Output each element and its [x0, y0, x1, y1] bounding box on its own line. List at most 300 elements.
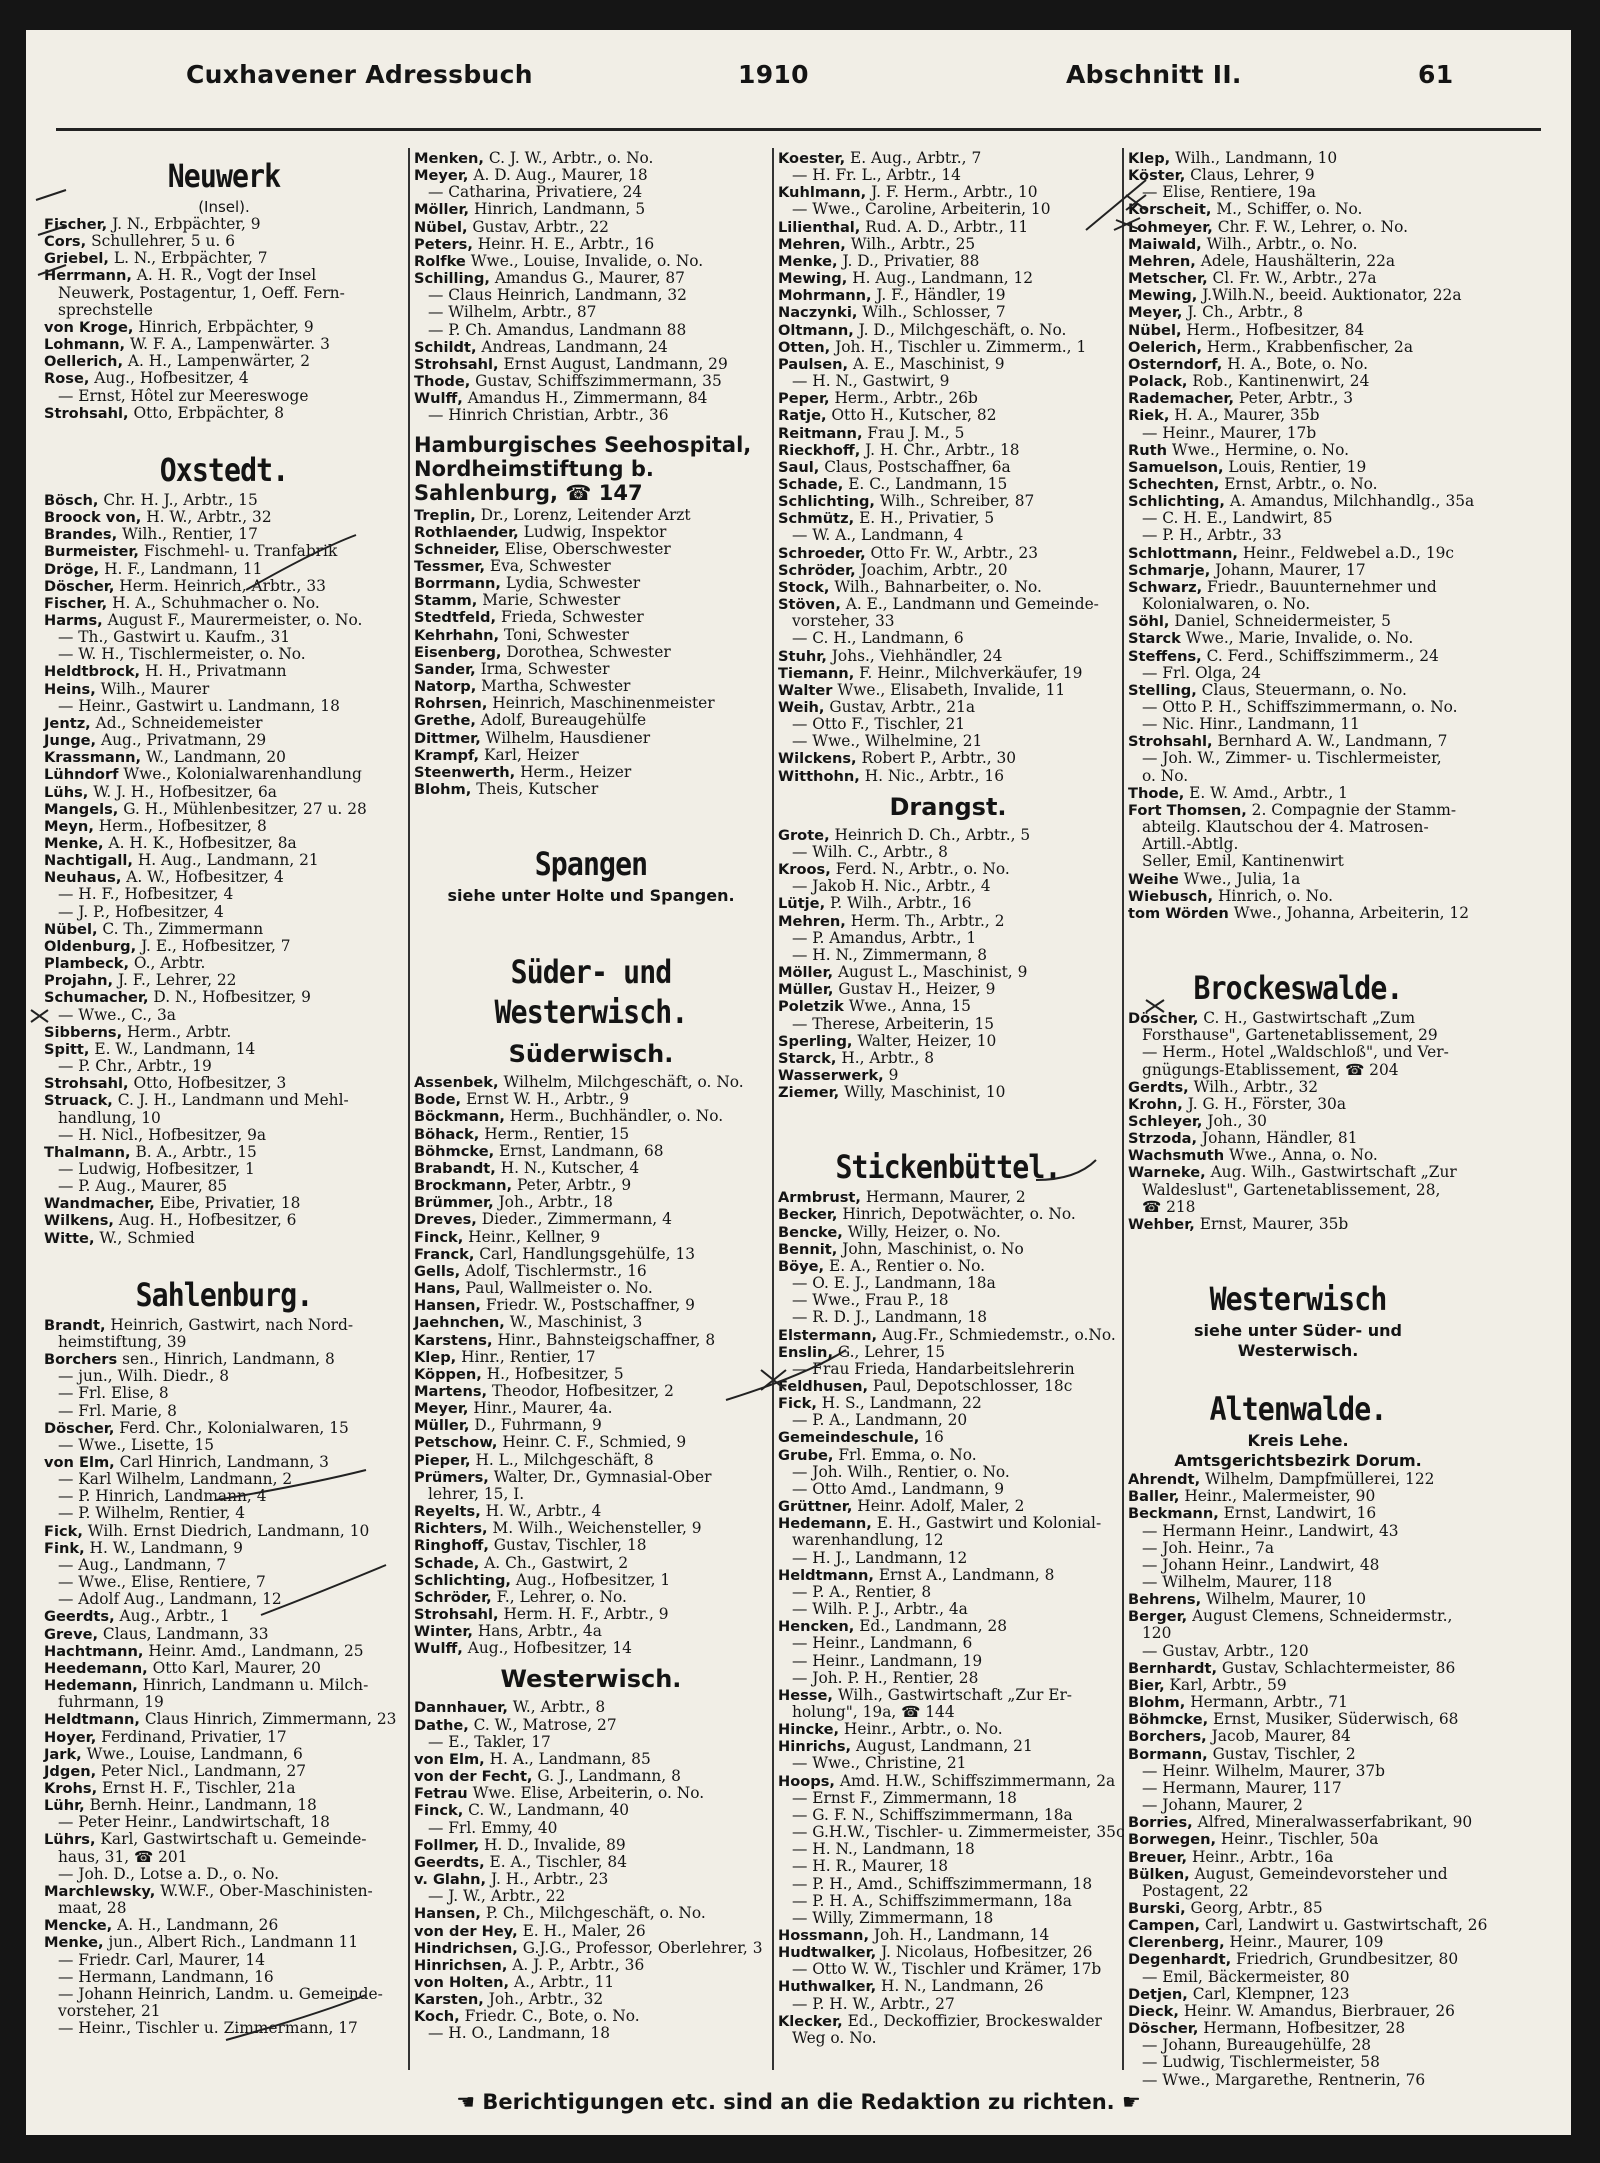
entry-name: Winter, [414, 1623, 473, 1641]
entry-details: Wilh., Gastwirtschaft „Zur Er- [832, 1685, 1073, 1704]
entry-details: Frl. Emma, o. No. [833, 1445, 977, 1464]
entry-details: H. A., Schuhmacher o. No. [107, 593, 320, 612]
entry-name: Nachtigall, [44, 852, 133, 870]
entry-details: A. D. Aug., Maurer, 18 [468, 166, 648, 185]
entry-continuation: — Wwe., Wilhelmine, 21 [792, 732, 983, 751]
entry-details: Hinr., Maurer, 4a. [468, 1399, 613, 1418]
entry-name: Prümers, [414, 1468, 489, 1486]
entry-details: D. N., Hofbesitzer, 9 [148, 988, 311, 1007]
entry-continuation: — P. H., Arbtr., 33 [1142, 526, 1282, 545]
entry-name: Cors, [44, 233, 87, 251]
entry-name: Natorp, [414, 678, 477, 696]
entry-details: 16 [919, 1428, 944, 1447]
entry-name: Brandt, [44, 1316, 106, 1334]
entry-name: Oelerich, [1128, 338, 1202, 356]
entry-details: A. Ch., Gastwirt, 2 [479, 1553, 629, 1572]
entry-details: Carl, Handlungsgehülfe, 13 [474, 1244, 696, 1263]
entry-name: Marchlewsky, [44, 1882, 156, 1900]
entry-name: Böye, [778, 1257, 825, 1275]
entry-name: Schröder, [414, 1588, 492, 1606]
entry-name: Maiwald, [1128, 235, 1202, 253]
entry-name: Mehren, [1128, 252, 1196, 270]
entry-details: Heinr. W. Amandus, Bierbrauer, 26 [1178, 2001, 1455, 2020]
entry-continuation: — Otto P. H., Schiffszimmermann, o. No. [1142, 698, 1458, 716]
entry-details: August, Gemeindevorsteher und [1189, 1864, 1448, 1883]
entry-name: von Holten, [414, 1973, 510, 1991]
entry-continuation: — G. F. N., Schiffszimmermann, 18a [792, 1805, 1073, 1824]
section-heading: Süder- und Westerwisch. [494, 953, 688, 1032]
entry-name: Gerdts, [1128, 1078, 1189, 1096]
entry-details: G. H., Mühlenbesitzer, 27 u. 28 [118, 799, 367, 818]
entry-details: J. D., Privatier, 88 [837, 251, 980, 270]
entry-name: Fischer, [44, 594, 108, 612]
entry-name: Mewing, [1128, 287, 1198, 305]
entry-name: Klep, [1128, 150, 1171, 167]
entry-name: Hudtwalker, [778, 1944, 877, 1962]
entry-name: Nübel, [414, 218, 468, 236]
entry-details: P. Ch., Milchgeschäft, o. No. [480, 1904, 706, 1923]
entry-details: G. J., Landmann, 8 [532, 1767, 681, 1786]
entry-continuation: — Joh. P. H., Rentier, 28 [792, 1668, 979, 1687]
entry-name: Harms, [44, 611, 103, 629]
entry-details: Joh. H., Landmann, 14 [869, 1926, 1050, 1944]
entry-details: E. H., Maler, 26 [517, 1921, 646, 1940]
entry-continuation: handlung, 10 [58, 1108, 161, 1127]
footer-note: Berichtigungen etc. sind an die Redaktion zu richten. [482, 2090, 1115, 2114]
entry-details: Andreas, Landmann, 24 [476, 337, 668, 356]
entry-details: H. Aug., Landmann, 21 [132, 851, 319, 870]
entry-details: J.Wilh.N., beeid. Auktionator, 22a [1197, 286, 1462, 305]
entry-name: Schlichting, [1128, 493, 1225, 511]
entry-name: Berger, [1128, 1608, 1188, 1626]
entry-name: Hindrichsen, [414, 1939, 518, 1957]
entry-name: Hachtmann, [44, 1642, 144, 1660]
entry-continuation: Weg o. No. [792, 2028, 877, 2047]
entry-details: Heinr., Kellner, 9 [463, 1227, 601, 1246]
section-heading: Brockeswalde. [1193, 969, 1403, 1008]
entry-details: E. H., Privatier, 5 [854, 509, 995, 528]
entry-name: Neuhaus, [44, 869, 122, 887]
entry-details: Aug., Arbtr., 1 [114, 1607, 230, 1626]
entry-continuation: — Adolf Aug., Landmann, 12 [58, 1590, 282, 1609]
entry-details: Schullehrer, 5 u. 6 [86, 232, 236, 251]
entry-name: Reitmann, [778, 424, 863, 442]
entry-name: Hansen, [414, 1297, 481, 1315]
entry-details: W., Schmied [94, 1228, 195, 1247]
entry-name: Thode, [414, 373, 471, 391]
entry-details: Ernst, Arbtr., o. No. [1219, 474, 1378, 493]
entry-details: Theodor, Hofbesitzer, 2 [487, 1381, 674, 1400]
entry-details: Wwe., Anna, 15 [843, 997, 971, 1016]
entry-details: Rob., Kantinenwirt, 24 [1187, 372, 1370, 391]
entry-details: H. A., Maurer, 35b [1169, 406, 1320, 425]
entry-details: August L., Maschinist, 9 [833, 963, 1028, 982]
entry-details: J. G. H., Förster, 30a [1182, 1094, 1346, 1113]
entry-details: C. Th., Zimmermann [97, 919, 264, 938]
entry-continuation: — Aug., Landmann, 7 [58, 1555, 227, 1574]
entry-continuation: — Wwe., Elise, Rentiere, 7 [58, 1573, 266, 1592]
entry-details: Wwe., Kolonialwarenhandlung [118, 765, 362, 784]
entry-name: Stock, [778, 578, 830, 596]
entry-name: Fink, [44, 1539, 85, 1557]
entry-name: Metscher, [1128, 270, 1208, 288]
entry-details: H. Nic., Arbtr., 16 [859, 766, 1005, 785]
entry-continuation: — Hermann, Maurer, 117 [1142, 1778, 1342, 1797]
entry-continuation: — Elise, Rentiere, 19a [1142, 183, 1316, 202]
entry-details: Frau J. M., 5 [862, 423, 965, 442]
entry-details: Daniel, Schneidermeister, 5 [1169, 612, 1391, 631]
entry-name: Wulff, [414, 1640, 463, 1658]
entry-details: Eva, Schwester [485, 556, 611, 575]
entry-details: Wilhelm, Milchgeschäft, o. No. [498, 1073, 744, 1092]
entry-name: Geerdts, [44, 1608, 115, 1626]
entry-continuation: — Wilh. P. J., Arbtr., 4a [792, 1600, 968, 1619]
entry-name: Klep, [414, 1348, 457, 1366]
section-heading: Sahlenburg. [135, 1275, 313, 1314]
year: 1910 [738, 60, 809, 89]
entry-details: Herm. Th., Arbtr., 2 [845, 911, 1005, 930]
entry-continuation: haus, 31, ☎ 201 [58, 1847, 188, 1866]
entry-details: H. N., Kutscher, 4 [495, 1158, 640, 1177]
entry-name: Hoops, [778, 1772, 835, 1790]
entry-name: Bencke, [778, 1223, 843, 1241]
entry-details: Karl, Heizer [479, 745, 579, 764]
entry-name: Schmarje, [1128, 561, 1211, 579]
entry-continuation: — Joh. Wilh., Rentier, o. No. [792, 1462, 1010, 1481]
entry-continuation: — Ernst F., Zimmermann, 18 [792, 1788, 1017, 1807]
entry-name: Beckmann, [1128, 1505, 1219, 1523]
entry-details: Peter, Arbtr., 3 [1234, 389, 1354, 408]
entry-continuation: o. No. [1142, 766, 1189, 785]
entry-details: Herm. H. F., Arbtr., 9 [498, 1605, 669, 1623]
entry-name: Richters, [414, 1520, 488, 1538]
entry-name: Schröder, [778, 561, 856, 579]
subsection-heading: Drangst. [889, 792, 1007, 821]
entry-details: Hinr., Bahnsteigschaffner, 8 [492, 1330, 716, 1349]
entry-details: A. E., Landmann und Gemeinde- [840, 595, 1099, 614]
entry-name: Strohsahl, [414, 1606, 499, 1623]
entry-details: Adolf, Bureaugehülfe [475, 711, 647, 730]
entry-details: M. Wilh., Weichensteller, 9 [487, 1519, 702, 1538]
entry-name: Degenhardt, [1128, 1951, 1232, 1969]
entry-name: Breuer, [1128, 1848, 1188, 1866]
entry-details: Wwe., Marie, Invalide, o. No. [1180, 629, 1414, 648]
entry-name: Ratje, [778, 407, 827, 425]
entry-continuation: — Willy, Zimmermann, 18 [792, 1908, 994, 1927]
entry-details: Wwe., Julia, 1a [1178, 869, 1301, 888]
entry-name: Starck, [778, 1049, 837, 1067]
entry-name: Müller, [778, 981, 834, 999]
entry-name: Burski, [1128, 1899, 1186, 1917]
entry-details: Amd. H.W., Schiffszimmermann, 2a [834, 1771, 1116, 1790]
entry-continuation: — Hinrich Christian, Arbtr., 36 [428, 406, 669, 425]
entry-name: Osterndorf, [1128, 355, 1223, 373]
entry-name: Fort Thomsen, [1128, 801, 1247, 819]
entry-name: Brümmer, [414, 1194, 494, 1212]
entry-name: Assenbek, [414, 1074, 499, 1092]
entry-name: Mewing, [778, 270, 848, 288]
entry-name: Tiemann, [778, 664, 855, 682]
entry-details: August, Landmann, 21 [851, 1737, 1033, 1756]
entry-details: G., Lehrer, 15 [832, 1342, 946, 1361]
entry-details: Gustav, Arbtr., 22 [467, 217, 609, 236]
entry-details: Theis, Kutscher [471, 780, 599, 798]
entry-name: Dathe, [414, 1716, 469, 1734]
entry-details: H., Hofbesitzer, 5 [481, 1364, 624, 1383]
entry-continuation: lehrer, 15, I. [428, 1484, 525, 1503]
entry-continuation: — Frl. Olga, 24 [1142, 663, 1261, 682]
entry-name: Sperling, [778, 1032, 853, 1050]
entry-details: Johann, Maurer, 17 [1210, 560, 1366, 579]
entry-name: Naczynki, [778, 304, 858, 322]
entry-name: tom Wörden [1128, 904, 1229, 922]
entry-continuation: — Heinr. Wilhelm, Maurer, 37b [1142, 1761, 1386, 1780]
entry-details: W., Maschinist, 3 [504, 1313, 643, 1332]
entry-continuation: — Wilhelm, Arbtr., 87 [428, 303, 597, 322]
entry-name: Blohm, [414, 781, 472, 798]
entry-details: Claus, Steuermann, o. No. [1196, 680, 1407, 699]
entry-details: M., Schiffer, o. No. [1211, 200, 1363, 219]
entry-continuation: — Otto Amd., Landmann, 9 [792, 1479, 1004, 1498]
entry-continuation: — Otto W. W., Tischler und Krämer, 17b [792, 1960, 1102, 1979]
entry-name: Lührs, [44, 1831, 96, 1849]
entry-details: Elise, Oberschwester [499, 539, 671, 558]
entry-details: Ed., Deckoffizier, Brockeswalder [842, 2011, 1102, 2030]
entry-details: Walter, Heizer, 10 [852, 1031, 997, 1050]
entry-name: Ahrendt, [1128, 1471, 1201, 1489]
entry-name: Bernhardt, [1128, 1659, 1218, 1677]
entry-details: August F., Maurermeister, o. No. [102, 610, 363, 629]
entry-details: 9 [883, 1065, 899, 1084]
entry-details: Ernst, Maurer, 35b [1194, 1214, 1349, 1233]
entry-details: F. Heinr., Milchverkäufer, 19 [854, 663, 1083, 682]
entry-name: Wilckens, [778, 750, 857, 768]
entry-name: Heldtmann, [44, 1711, 140, 1729]
entry-name: Oltmann, [778, 321, 854, 339]
entry-details: A. Amandus, Milchhandlg., 35a [1224, 492, 1475, 511]
section-subtitle: (Insel). [198, 198, 250, 216]
entry-name: Strohsahl, [414, 355, 499, 373]
entry-details: Aug. H., Hofbesitzer, 6 [113, 1211, 297, 1230]
entry-name: Kehrhahn, [414, 626, 500, 644]
entry-details: A. J. P., Arbtr., 36 [507, 1955, 645, 1974]
entry-continuation: Kolonialwaren, o. No. [1142, 595, 1311, 614]
entry-name: Fick, [778, 1395, 817, 1413]
entry-name: Heldtmann, [778, 1566, 874, 1584]
entry-details: Dieder., Zimmermann, 4 [476, 1210, 672, 1229]
entry-name: Lühs, [44, 783, 89, 801]
entry-name: Thalmann, [44, 1143, 131, 1161]
entry-name: Bülken, [1128, 1865, 1190, 1883]
entry-details: Herm., Arbtr., 26b [829, 389, 978, 408]
entry-details: Ferdinand, Privatier, 17 [96, 1727, 287, 1746]
entry-name: Stelling, [1128, 681, 1197, 699]
entry-details: H. N., Landmann, 26 [876, 1977, 1044, 1996]
entry-name: Enslin, [778, 1343, 833, 1361]
entry-details: Gustav, Schlachtermeister, 86 [1217, 1658, 1456, 1677]
entry-details: Eibe, Privatier, 18 [154, 1194, 301, 1213]
entry-details: E. A., Tischler, 84 [484, 1852, 628, 1871]
entry-continuation: — P. Wilhelm, Rentier, 4 [58, 1504, 246, 1523]
entry-name: Junge, [44, 732, 97, 750]
entry-details: Heinr., Feldwebel a.D., 19c [1237, 543, 1455, 562]
entry-details: Dr., Lorenz, Leitender Arzt [475, 505, 691, 524]
entry-name: Steenwerth, [414, 763, 516, 781]
entry-details: Gustav H., Heizer, 9 [833, 980, 996, 999]
entry-name: Böhmcke, [1128, 1711, 1209, 1729]
entry-name: Weihe [1128, 870, 1179, 888]
entry-details: P. Wilh., Arbtr., 16 [825, 894, 972, 913]
entry-name: Starck [1128, 630, 1181, 648]
entry-continuation: — jun., Wilh. Diedr., 8 [58, 1367, 230, 1386]
entry-continuation: — P. Hinrich, Landmann, 4 [58, 1487, 267, 1506]
section-heading: Neuwerk [167, 157, 281, 195]
entry-details: Heinr., Tischler, 50a [1216, 1830, 1379, 1849]
entry-name: Otten, [778, 338, 831, 356]
entry-continuation: Neuwerk, Postagentur, 1, Oeff. Fern- [58, 283, 345, 302]
entry-details: Toni, Schwester [499, 625, 629, 644]
entry-name: Elstermann, [778, 1326, 878, 1344]
entry-details: Johs., Viehhändler, 24 [826, 646, 1003, 665]
entry-details: Martha, Schwester [476, 677, 631, 696]
entry-name: Schneider, [414, 540, 500, 558]
entry-name: Jark, [44, 1745, 82, 1763]
entry-name: Schroeder, [778, 544, 866, 562]
entry-details: Hermann, Arbtr., 71 [1185, 1693, 1348, 1712]
entry-name: Wiebusch, [1128, 887, 1214, 905]
entry-details: Wwe., Hermine, o. No. [1167, 440, 1350, 459]
entry-name: Wulff, [414, 390, 463, 408]
section-heading: Westerwisch [1209, 1280, 1387, 1319]
entry-details: J. H., Arbtr., 23 [486, 1870, 609, 1889]
entry-continuation: heimstiftung, 39 [58, 1332, 187, 1351]
entry-name: Grethe, [414, 712, 476, 730]
entry-name: Lühr, [44, 1797, 85, 1815]
entry-details: J. E., Hofbesitzer, 7 [136, 936, 291, 955]
entry-details: H. W., Landmann, 9 [84, 1538, 243, 1557]
entry-continuation: — W. H., Tischlermeister, o. No. [58, 645, 306, 664]
section-note: Westerwisch. [1237, 1341, 1359, 1361]
entry-continuation: — Gustav, Arbtr., 120 [1142, 1641, 1309, 1660]
entry-name: Wachsmuth [1128, 1147, 1225, 1165]
entry-details: J. D., Milchgeschäft, o. No. [853, 320, 1067, 339]
entry-continuation: — G.H.W., Tischler- u. Zimmermeister, 35c [792, 1823, 1125, 1842]
institution-heading: Hamburgisches Seehospital, Nordheimstiftung b. Sahlenburg, ☎ 147 [414, 432, 752, 505]
entry-details: Wilh., Arbtr., 32 [1188, 1077, 1319, 1096]
entry-name: Fetrau [414, 1785, 468, 1803]
entry-details: Heinr., Malermeister, 90 [1179, 1487, 1376, 1506]
entry-name: Wandmacher, [44, 1195, 155, 1213]
entry-details: Bernhard A. W., Landmann, 7 [1212, 732, 1448, 751]
entry-details: Herm., Rentier, 15 [479, 1124, 630, 1143]
section-note: siehe unter Holte und Spangen. [447, 886, 735, 906]
entry-details: Ferd. Chr., Kolonialwaren, 15 [114, 1418, 349, 1437]
entry-name: Bode, [414, 1091, 462, 1109]
entry-details: Carl, Klempner, 123 [1187, 1984, 1350, 2003]
entry-details: Ludwig, Inspektor [518, 522, 667, 541]
entry-name: Polack, [1128, 373, 1188, 391]
entry-continuation: abteilg. Klautschou der 4. Matrosen- [1142, 818, 1429, 837]
entry-name: Koester, [778, 150, 846, 167]
entry-name: Gemeindeschule, [778, 1429, 920, 1447]
entry-continuation: Forsthause", Gartenetablissement, 29 [1142, 1026, 1438, 1045]
entry-details: Ernst H. F., Tischler, 21a [97, 1778, 296, 1797]
entry-details: Amandus H., Zimmermann, 84 [462, 389, 708, 408]
entry-continuation: — H. O., Landmann, 18 [428, 2024, 611, 2043]
entry-details: Paul, Wallmeister o. No. [460, 1279, 653, 1298]
entry-continuation: — H. N., Gastwirt, 9 [792, 372, 950, 391]
entry-name: Martens, [414, 1382, 488, 1400]
entry-name: Wasserwerk, [778, 1066, 884, 1084]
entry-details: Heinr., Arbtr., 16a [1187, 1847, 1334, 1866]
entry-details: Karl, Gastwirtschaft u. Gemeinde- [95, 1830, 367, 1849]
entry-continuation: — P. A., Landmann, 20 [792, 1411, 968, 1430]
entry-continuation: — J. W., Arbtr., 22 [428, 1887, 566, 1906]
entry-name: Hansen, [414, 1905, 481, 1923]
entry-name: Rothlaender, [414, 523, 519, 541]
entry-name: Hans, [414, 1280, 461, 1298]
page-number: 61 [1418, 60, 1454, 89]
entry-details: H. Aug., Landmann, 12 [847, 269, 1034, 288]
entry-name: Stuhr, [778, 647, 827, 665]
entry-name: Strohsahl, [44, 1075, 129, 1093]
entry-name: Menke, [778, 252, 838, 270]
entry-details: E. Aug., Arbtr., 7 [845, 149, 982, 167]
entry-name: Kroos, [778, 861, 831, 879]
entry-continuation: — Joh. D., Lotse a. D., o. No. [58, 1864, 280, 1883]
entry-details: Wilh., Arbtr., o. No. [1201, 234, 1358, 253]
handwritten-annotations [26, 30, 1571, 2135]
entry-name: Schlichting, [778, 493, 875, 511]
entry-details: Herm. Heinrich, Arbtr., 33 [114, 576, 326, 595]
entry-name: von der Fecht, [414, 1768, 533, 1786]
entry-continuation: — H. F., Hofbesitzer, 4 [58, 885, 234, 904]
entry-name: Mohrmann, [778, 287, 872, 305]
entry-details: H., Arbtr., 8 [836, 1048, 935, 1067]
entry-name: Jaehnchen, [414, 1314, 505, 1332]
entry-details: H. L., Milchgeschäft, 8 [470, 1450, 654, 1469]
entry-details: Amandus G., Maurer, 87 [489, 269, 685, 288]
entry-name: Meyer, [1128, 304, 1183, 322]
entry-continuation: — Johann Heinrich, Landm. u. Gemeinde- [58, 1984, 383, 2003]
entry-details: Friedr. W., Postschaffner, 9 [480, 1296, 695, 1315]
entry-continuation: — Th., Gastwirt u. Kaufm., 31 [58, 628, 291, 647]
entry-name: Feldhusen, [778, 1378, 869, 1395]
entry-details: Georg, Arbtr., 85 [1185, 1898, 1323, 1917]
entry-details: Cl. Fr. W., Arbtr., 27a [1207, 269, 1377, 288]
entry-continuation: — Wwe., Christine, 21 [792, 1754, 967, 1773]
entry-continuation: — Frau Frieda, Handarbeitslehrerin [792, 1359, 1075, 1378]
entry-details: Karl, Arbtr., 59 [1164, 1675, 1287, 1694]
entry-details: Wilh., Rentier, 17 [117, 525, 258, 544]
entry-details: Otto, Erbpächter, 8 [128, 403, 285, 422]
entry-name: Witte, [44, 1229, 95, 1247]
entry-name: Hedemann, [778, 1515, 872, 1533]
entry-details: C. H., Gastwirtschaft „Zum [1198, 1009, 1416, 1028]
entry-name: Dannhauer, [414, 1699, 508, 1717]
entry-continuation: — Nic. Hinr., Landmann, 11 [1142, 715, 1360, 734]
entry-name: Möller, [414, 201, 470, 219]
entry-details: Peter Nicl., Landmann, 27 [96, 1761, 307, 1780]
entry-details: H. S., Landmann, 22 [816, 1394, 982, 1413]
entry-name: Schade, [414, 1554, 480, 1572]
entry-name: Clerenberg, [1128, 1934, 1225, 1952]
entry-details: Gustav, Tischler, 18 [488, 1536, 647, 1555]
entry-details: Ferd. N., Arbtr., o. No. [830, 860, 1010, 879]
entry-name: Broock von, [44, 509, 142, 527]
entry-details: Wilhelm, Dampfmüllerei, 122 [1200, 1470, 1435, 1489]
entry-details: Claus, Landmann, 33 [98, 1624, 269, 1643]
